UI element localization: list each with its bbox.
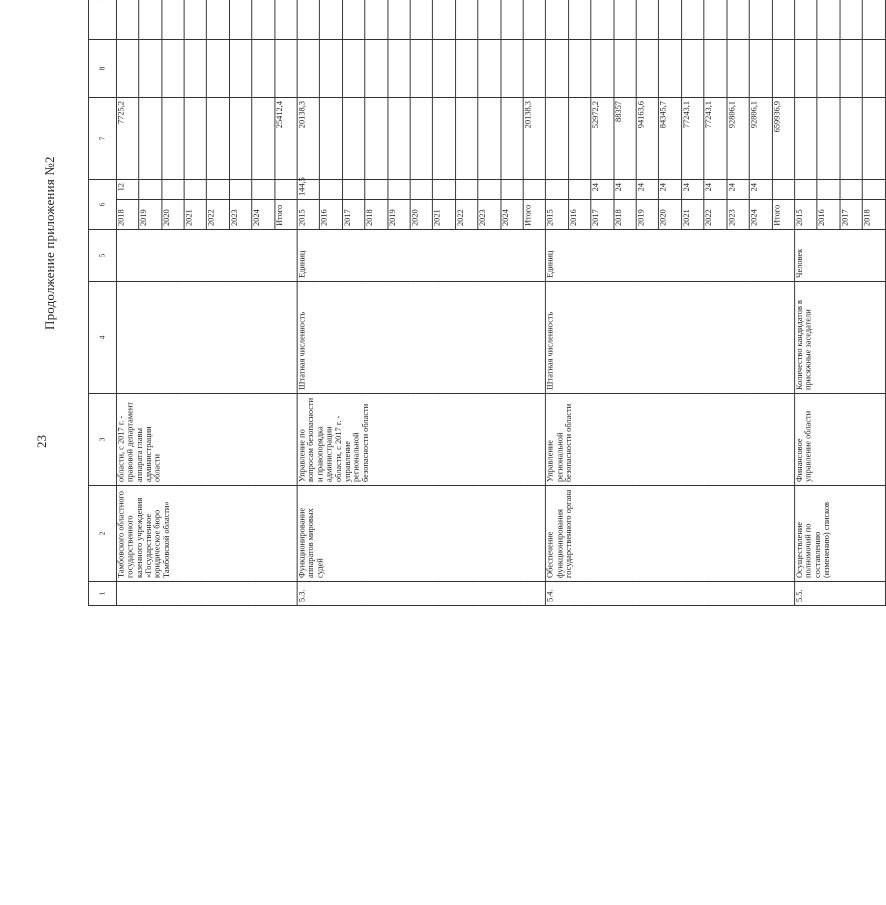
- funding-federal-cell: [342, 40, 365, 98]
- funding-total-cell: 92806,1: [727, 98, 750, 180]
- appendix-table: [88, 0, 886, 606]
- funding-federal-cell: [455, 40, 478, 98]
- funding-regional-cell: [704, 0, 727, 40]
- funding-regional-cell: [727, 0, 750, 40]
- year-cell: 2023: [229, 200, 252, 230]
- indicator-value-cell: [840, 180, 863, 200]
- year-cell: 2022: [207, 200, 230, 230]
- funding-federal-cell: [388, 40, 411, 98]
- funding-regional-cell: [478, 0, 501, 40]
- funding-regional-cell: [523, 0, 546, 40]
- funding-regional-cell: [342, 0, 365, 40]
- funding-federal-cell: [749, 40, 772, 98]
- year-cell: 2018: [614, 200, 637, 230]
- funding-federal-cell: [320, 40, 343, 98]
- indicator-value-cell: [139, 180, 162, 200]
- year-cell: 2017: [342, 200, 365, 230]
- funding-total-cell: [478, 98, 501, 180]
- funding-regional-cell: [501, 0, 524, 40]
- funding-regional-cell: [207, 0, 230, 40]
- funding-total-cell: [342, 98, 365, 180]
- responsible-executor-cell: Финансовое управление области: [795, 394, 886, 486]
- year-cell: 2017: [591, 200, 614, 230]
- funding-federal-cell: [817, 40, 840, 98]
- header-cell: 8: [88, 40, 116, 98]
- indicator-value-cell: 24: [636, 180, 659, 200]
- header-cell: 6: [88, 180, 116, 230]
- indicator-name-cell: Количество кандидатов в присяжные заседатели: [795, 282, 886, 394]
- indicator-value-cell: [207, 180, 230, 200]
- year-cell: 2021: [184, 200, 207, 230]
- year-cell: 2019: [388, 200, 411, 230]
- row-number-cell: 5.4.: [546, 582, 795, 606]
- funding-federal-cell: [252, 40, 275, 98]
- page-number: 23: [34, 435, 49, 448]
- funding-regional-cell: [749, 0, 772, 40]
- year-cell: 2018: [365, 200, 388, 230]
- funding-total-cell: [817, 98, 840, 180]
- funding-total-cell: [388, 98, 411, 180]
- indicator-value-cell: 24: [704, 180, 727, 200]
- funding-regional-cell: [275, 0, 298, 40]
- funding-regional-cell: [388, 0, 411, 40]
- indicator-value-cell: 24: [591, 180, 614, 200]
- indicator-value-cell: 24: [749, 180, 772, 200]
- funding-federal-cell: [591, 40, 614, 98]
- indicator-value-cell: [795, 180, 818, 200]
- funding-total-cell: 52972,2: [591, 98, 614, 180]
- indicator-value-cell: [772, 180, 795, 200]
- funding-regional-cell: [139, 0, 162, 40]
- table-body: [88, 0, 885, 606]
- funding-regional-cell: [365, 0, 388, 40]
- indicator-value-cell: [410, 180, 433, 200]
- year-cell: Итого: [275, 200, 298, 230]
- funding-total-cell: 20138,3: [297, 98, 320, 180]
- funding-federal-cell: [275, 40, 298, 98]
- funding-federal-cell: [727, 40, 750, 98]
- funding-federal-cell: [229, 40, 252, 98]
- indicator-name-cell: Штатная численность: [297, 282, 546, 394]
- funding-total-cell: 84345,7: [659, 98, 682, 180]
- funding-regional-cell: [795, 0, 818, 40]
- year-cell: 2018: [862, 200, 885, 230]
- year-cell: 2016: [817, 200, 840, 230]
- year-cell: 2024: [501, 200, 524, 230]
- measure-name-cell: Обеспечение функционирования государственного органа: [546, 486, 795, 582]
- funding-regional-cell: [455, 0, 478, 40]
- funding-regional-cell: [817, 0, 840, 40]
- funding-regional-cell: [682, 0, 705, 40]
- funding-regional-cell: [320, 0, 343, 40]
- indicator-value-cell: [161, 180, 184, 200]
- indicator-value-cell: [455, 180, 478, 200]
- header-cell: 2: [88, 486, 116, 582]
- funding-federal-cell: [546, 40, 569, 98]
- funding-federal-cell: [433, 40, 456, 98]
- funding-total-cell: [229, 98, 252, 180]
- funding-regional-cell: [862, 0, 885, 40]
- funding-total-cell: [161, 98, 184, 180]
- indicator-value-cell: 24: [659, 180, 682, 200]
- funding-regional-cell: [636, 0, 659, 40]
- indicator-value-cell: 24: [614, 180, 637, 200]
- responsible-executor-cell: Управление региональной безопасности области: [546, 394, 795, 486]
- funding-federal-cell: [365, 40, 388, 98]
- funding-total-cell: [207, 98, 230, 180]
- funding-federal-cell: [614, 40, 637, 98]
- table-row: [795, 0, 818, 606]
- year-cell: 2019: [139, 200, 162, 230]
- year-cell: 2024: [252, 200, 275, 230]
- funding-total-cell: 7725,2: [116, 98, 139, 180]
- funding-federal-cell: [862, 40, 885, 98]
- funding-regional-cell: [840, 0, 863, 40]
- funding-federal-cell: [184, 40, 207, 98]
- year-cell: Итого: [772, 200, 795, 230]
- year-cell: 2019: [636, 200, 659, 230]
- funding-federal-cell: [501, 40, 524, 98]
- funding-regional-cell: [410, 0, 433, 40]
- year-cell: 2016: [568, 200, 591, 230]
- responsible-executor-cell: Управление по вопросам безопасности и правопорядка администрации области, с 2017 г. - управление региональной безопасности области: [297, 394, 546, 486]
- funding-total-cell: 77243,1: [704, 98, 727, 180]
- funding-federal-cell: [116, 40, 139, 98]
- row-number-cell: 5.5.: [795, 582, 886, 606]
- header-row: [88, 0, 116, 606]
- funding-federal-cell: [207, 40, 230, 98]
- unit-cell: [116, 230, 297, 282]
- funding-total-cell: [184, 98, 207, 180]
- funding-total-cell: [795, 98, 818, 180]
- header-cell: 3: [88, 394, 116, 486]
- funding-total-cell: [501, 98, 524, 180]
- indicator-value-cell: [523, 180, 546, 200]
- funding-total-cell: [410, 98, 433, 180]
- funding-total-cell: [568, 98, 591, 180]
- indicator-value-cell: 24: [682, 180, 705, 200]
- indicator-value-cell: 12: [116, 180, 139, 200]
- funding-total-cell: 20138,3: [523, 98, 546, 180]
- year-cell: Итого: [523, 200, 546, 230]
- indicator-value-cell: [184, 180, 207, 200]
- year-cell: 2020: [659, 200, 682, 230]
- funding-total-cell: [365, 98, 388, 180]
- funding-federal-cell: [704, 40, 727, 98]
- row-number-cell: [116, 582, 297, 606]
- year-cell: 2023: [478, 200, 501, 230]
- year-cell: 2022: [455, 200, 478, 230]
- indicator-value-cell: 144,5: [297, 180, 320, 200]
- header-cell: 5: [88, 230, 116, 282]
- header-cell: [88, 0, 116, 40]
- indicator-value-cell: [229, 180, 252, 200]
- responsible-executor-cell: области, с 2017 г. - правовой департамент аппарата главы администрации области: [116, 394, 297, 486]
- funding-total-cell: [433, 98, 456, 180]
- funding-total-cell: 77243,1: [682, 98, 705, 180]
- funding-total-cell: [320, 98, 343, 180]
- year-cell: 2021: [433, 200, 456, 230]
- indicator-value-cell: [365, 180, 388, 200]
- funding-federal-cell: [636, 40, 659, 98]
- funding-federal-cell: [478, 40, 501, 98]
- funding-total-cell: [252, 98, 275, 180]
- indicator-value-cell: 24: [727, 180, 750, 200]
- funding-regional-cell: [297, 0, 320, 40]
- indicator-value-cell: [252, 180, 275, 200]
- year-cell: 2023: [727, 200, 750, 230]
- indicator-value-cell: [320, 180, 343, 200]
- table-row: [546, 0, 569, 606]
- year-cell: 2017: [840, 200, 863, 230]
- unit-cell: Единиц: [546, 230, 795, 282]
- indicator-value-cell: [433, 180, 456, 200]
- header-cell: 4: [88, 282, 116, 394]
- funding-regional-cell: [161, 0, 184, 40]
- funding-total-cell: [139, 98, 162, 180]
- year-cell: 2018: [116, 200, 139, 230]
- header-cell: 7: [88, 98, 116, 180]
- funding-federal-cell: [523, 40, 546, 98]
- funding-total-cell: 94163,6: [636, 98, 659, 180]
- indicator-name-cell: [116, 282, 297, 394]
- measure-name-cell: Функционирование аппаратов мировых судей: [297, 486, 546, 582]
- year-cell: 2015: [546, 200, 569, 230]
- funding-federal-cell: [161, 40, 184, 98]
- unit-cell: Единиц: [297, 230, 546, 282]
- year-cell: 2024: [749, 200, 772, 230]
- row-number-cell: 5.3.: [297, 582, 546, 606]
- measure-name-cell: Осуществление полномочий по составлению (изменению) списков: [795, 486, 886, 582]
- indicator-value-cell: [817, 180, 840, 200]
- unit-cell: Человек: [795, 230, 886, 282]
- funding-regional-cell: [614, 0, 637, 40]
- table-row: [116, 0, 139, 606]
- year-cell: 2016: [320, 200, 343, 230]
- funding-regional-cell: [568, 0, 591, 40]
- indicator-name-cell: Штатная численность: [546, 282, 795, 394]
- indicator-value-cell: [275, 180, 298, 200]
- year-cell: 2015: [795, 200, 818, 230]
- year-cell: 2015: [297, 200, 320, 230]
- appendix-table-rotated: [88, 56, 886, 606]
- funding-total-cell: 88357: [614, 98, 637, 180]
- funding-total-cell: 659936,9: [772, 98, 795, 180]
- funding-regional-cell: [659, 0, 682, 40]
- funding-regional-cell: [772, 0, 795, 40]
- appendix-caption: Продолжение приложения №2: [42, 156, 57, 330]
- funding-federal-cell: [795, 40, 818, 98]
- year-cell: 2020: [161, 200, 184, 230]
- funding-regional-cell: [546, 0, 569, 40]
- funding-federal-cell: [772, 40, 795, 98]
- funding-regional-cell: [184, 0, 207, 40]
- year-cell: 2022: [704, 200, 727, 230]
- indicator-value-cell: [546, 180, 569, 200]
- funding-regional-cell: [229, 0, 252, 40]
- funding-federal-cell: [410, 40, 433, 98]
- funding-regional-cell: [591, 0, 614, 40]
- indicator-value-cell: [501, 180, 524, 200]
- indicator-value-cell: [862, 180, 885, 200]
- funding-total-cell: 25412,4: [275, 98, 298, 180]
- table-row: [297, 0, 320, 606]
- year-cell: 2020: [410, 200, 433, 230]
- funding-regional-cell: [252, 0, 275, 40]
- funding-federal-cell: [139, 40, 162, 98]
- funding-total-cell: [862, 98, 885, 180]
- funding-total-cell: [546, 98, 569, 180]
- funding-total-cell: [455, 98, 478, 180]
- year-cell: 2021: [682, 200, 705, 230]
- indicator-value-cell: [568, 180, 591, 200]
- funding-federal-cell: [568, 40, 591, 98]
- funding-federal-cell: [840, 40, 863, 98]
- indicator-value-cell: [388, 180, 411, 200]
- funding-total-cell: [840, 98, 863, 180]
- indicator-value-cell: [478, 180, 501, 200]
- funding-federal-cell: [659, 40, 682, 98]
- funding-federal-cell: [297, 40, 320, 98]
- funding-regional-cell: [116, 0, 139, 40]
- measure-name-cell: Тамбовского областного государственного казенного учреждения «Государственное юридическое бюро Тамбовской области»: [116, 486, 297, 582]
- header-cell: 1: [88, 582, 116, 606]
- funding-federal-cell: [682, 40, 705, 98]
- funding-total-cell: 92806,1: [749, 98, 772, 180]
- funding-regional-cell: [433, 0, 456, 40]
- indicator-value-cell: [342, 180, 365, 200]
